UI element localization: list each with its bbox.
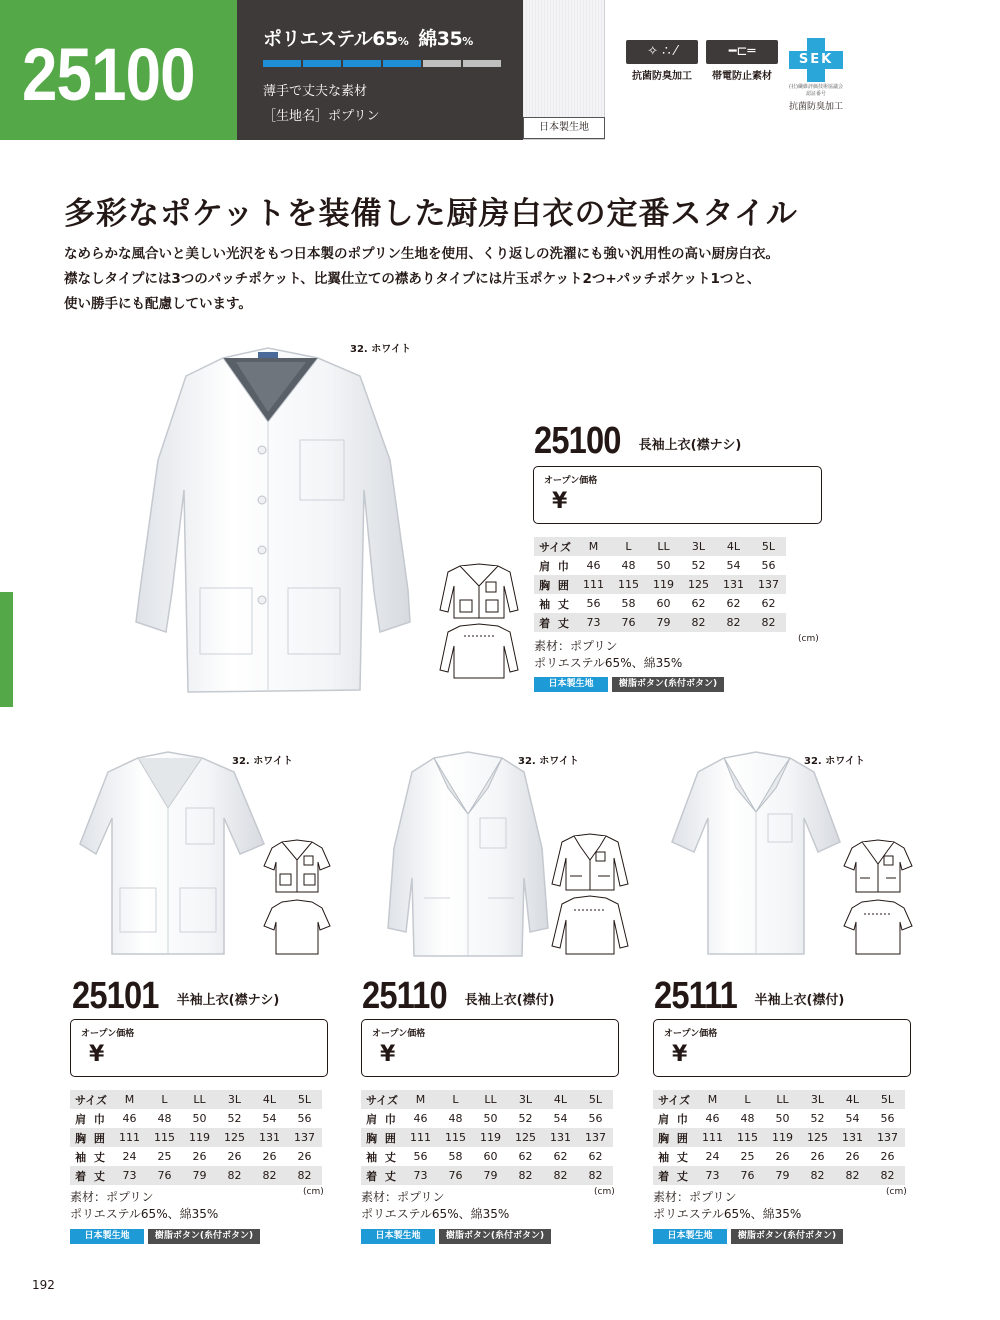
size-cell: 115 bbox=[611, 575, 646, 594]
size-row-label: 肩 巾 bbox=[539, 559, 571, 573]
feature-antistatic bbox=[702, 40, 782, 82]
technical-drawing-25100 bbox=[438, 562, 520, 682]
composition-bar-segment bbox=[383, 60, 421, 67]
size-cell: 76 bbox=[438, 1166, 473, 1185]
size-cell: 73 bbox=[695, 1166, 730, 1185]
product-title-25110 bbox=[362, 975, 554, 1018]
size-header-cell: L bbox=[438, 1090, 473, 1109]
size-cell: 52 bbox=[691, 559, 706, 572]
tag-resin-button: 樹脂ボタン(糸付ボタン) bbox=[148, 1229, 260, 1244]
description-line: なめらかな風合いと美しい光沢をもつ日本製のポプリン生地を使用、くり返しの洗濯にも強い汎用性の高い厨房白衣。 bbox=[64, 246, 779, 262]
header-fabric-panel bbox=[237, 0, 523, 140]
size-header-cell: M bbox=[403, 1090, 438, 1109]
product-number: 25100 bbox=[534, 420, 621, 462]
size-header-cell: 5L bbox=[578, 1090, 613, 1109]
size-row-label: 袖 丈 bbox=[658, 1150, 690, 1164]
size-row bbox=[361, 1147, 613, 1166]
description-line: 襟なしタイプには3つのパッチポケット、比翼仕立ての襟ありタイプには片玉ポケット2つ+パッチポケット1つと、 bbox=[64, 271, 761, 287]
size-cell: 82 bbox=[252, 1166, 287, 1185]
sek-cross-icon bbox=[789, 38, 843, 82]
size-row-label: 胸 囲 bbox=[361, 1128, 403, 1147]
size-cell: 58 bbox=[621, 597, 636, 610]
fabric-feature-line: 薄手で丈夫な素材 bbox=[263, 84, 368, 99]
size-cell: 111 bbox=[112, 1128, 147, 1147]
size-row-label: 着 丈 bbox=[653, 1166, 695, 1185]
size-cell: 56 bbox=[586, 597, 601, 610]
description-line: 使い勝手にも配慮しています。 bbox=[64, 296, 252, 312]
size-row bbox=[70, 1166, 322, 1185]
composition-bar-segment bbox=[263, 60, 301, 67]
size-row bbox=[653, 1128, 905, 1147]
size-cell: 119 bbox=[182, 1128, 217, 1147]
size-table bbox=[361, 1090, 613, 1185]
fabric-origin-label: 日本製生地 bbox=[523, 117, 605, 139]
size-cell: 82 bbox=[835, 1166, 870, 1185]
description bbox=[64, 242, 779, 317]
composition-sub: 綿35 bbox=[418, 28, 463, 50]
size-row-label: 肩 巾 bbox=[658, 1112, 690, 1126]
size-cell: 73 bbox=[403, 1166, 438, 1185]
size-cell: 54 bbox=[262, 1112, 277, 1125]
composition-bar-segment bbox=[303, 60, 341, 67]
feature-antibacterial bbox=[622, 40, 702, 82]
product-photo-25110 bbox=[384, 748, 552, 960]
size-header-cell: LL bbox=[182, 1090, 217, 1109]
size-header-cell: M bbox=[112, 1090, 147, 1109]
material-composition: ポリエステル65%、綿35% bbox=[361, 1207, 510, 1221]
size-row-label: 袖 丈 bbox=[539, 597, 571, 611]
unit-label: (cm) bbox=[798, 634, 819, 644]
size-cell: 82 bbox=[578, 1166, 613, 1185]
material-composition: ポリエステル65%、綿35% bbox=[534, 656, 683, 670]
composition-bar-segment bbox=[423, 60, 461, 67]
size-table bbox=[534, 537, 786, 632]
size-header-cell: 4L bbox=[716, 537, 751, 556]
size-cell: 26 bbox=[192, 1150, 207, 1163]
size-row bbox=[653, 1166, 905, 1185]
size-cell: 79 bbox=[473, 1166, 508, 1185]
size-header-row bbox=[70, 1090, 322, 1109]
size-cell: 131 bbox=[835, 1128, 870, 1147]
size-cell: 24 bbox=[122, 1150, 137, 1163]
composition-bar-segment bbox=[343, 60, 381, 67]
section-side-tab bbox=[0, 592, 13, 707]
size-row bbox=[361, 1109, 613, 1128]
size-cell: 82 bbox=[800, 1166, 835, 1185]
size-row bbox=[70, 1147, 322, 1166]
size-cell: 137 bbox=[870, 1128, 905, 1147]
tag-resin-button: 樹脂ボタン(糸付ボタン) bbox=[439, 1229, 551, 1244]
unit-label: (cm) bbox=[886, 1187, 907, 1197]
composition-main-unit: % bbox=[397, 35, 409, 48]
price-label: オープン価格 bbox=[544, 476, 598, 486]
size-cell: 26 bbox=[262, 1150, 277, 1163]
size-cell: 82 bbox=[870, 1166, 905, 1185]
size-cell: 50 bbox=[775, 1112, 790, 1125]
price-label: オープン価格 bbox=[664, 1029, 718, 1039]
size-row-label: 着 丈 bbox=[534, 613, 576, 632]
size-header-cell: 4L bbox=[252, 1090, 287, 1109]
material-label: 素材：ポプリン bbox=[653, 1190, 737, 1204]
size-cell: 131 bbox=[716, 575, 751, 594]
tag-resin-button: 樹脂ボタン(糸付ボタン) bbox=[612, 677, 724, 692]
size-header-row bbox=[653, 1090, 905, 1109]
fabric-composition bbox=[263, 24, 483, 51]
sek-label: 抗菌防臭加工 bbox=[788, 102, 843, 112]
size-cell: 111 bbox=[403, 1128, 438, 1147]
tag-japan-fabric: 日本製生地 bbox=[534, 677, 608, 692]
size-header-cell: 4L bbox=[543, 1090, 578, 1109]
size-row-label: 胸 囲 bbox=[534, 575, 576, 594]
size-cell: 137 bbox=[578, 1128, 613, 1147]
size-row-label: 袖 丈 bbox=[366, 1150, 398, 1164]
size-cell: 48 bbox=[740, 1112, 755, 1125]
size-cell: 25 bbox=[157, 1150, 172, 1163]
product-title-25101 bbox=[72, 975, 279, 1018]
size-header-row bbox=[534, 537, 786, 556]
size-row bbox=[361, 1128, 613, 1147]
product-number: 25111 bbox=[654, 975, 737, 1017]
size-cell: 48 bbox=[448, 1112, 463, 1125]
size-header-cell: 3L bbox=[508, 1090, 543, 1109]
size-header-label: サイズ bbox=[653, 1090, 695, 1109]
material-info bbox=[653, 1189, 801, 1223]
size-cell: 82 bbox=[217, 1166, 252, 1185]
composition-main: ポリエステル65 bbox=[263, 28, 398, 50]
unit-label: (cm) bbox=[594, 1187, 615, 1197]
sek-certification bbox=[786, 38, 846, 112]
size-header-cell: LL bbox=[473, 1090, 508, 1109]
size-header-cell: 3L bbox=[800, 1090, 835, 1109]
size-row-label: 肩 巾 bbox=[366, 1112, 398, 1126]
size-cell: 76 bbox=[730, 1166, 765, 1185]
size-cell: 111 bbox=[576, 575, 611, 594]
size-row-label: 袖 丈 bbox=[75, 1150, 107, 1164]
material-info bbox=[70, 1189, 218, 1223]
size-cell: 60 bbox=[483, 1150, 498, 1163]
product-name: 長袖上衣(襟ナシ) bbox=[638, 438, 742, 453]
size-cell: 79 bbox=[646, 613, 681, 632]
size-header-cell: 3L bbox=[681, 537, 716, 556]
material-label: 素材：ポプリン bbox=[70, 1190, 154, 1204]
size-header-cell: M bbox=[576, 537, 611, 556]
size-cell: 54 bbox=[726, 559, 741, 572]
size-cell: 125 bbox=[681, 575, 716, 594]
size-cell: 58 bbox=[448, 1150, 463, 1163]
product-title-25111 bbox=[654, 975, 844, 1018]
size-row-label: 肩 巾 bbox=[75, 1112, 107, 1126]
fabric-swatch bbox=[523, 0, 605, 140]
size-cell: 82 bbox=[716, 613, 751, 632]
size-cell: 79 bbox=[182, 1166, 217, 1185]
size-cell: 46 bbox=[122, 1112, 137, 1125]
price-box bbox=[361, 1019, 619, 1077]
size-row bbox=[534, 556, 786, 575]
size-cell: 76 bbox=[147, 1166, 182, 1185]
size-cell: 111 bbox=[695, 1128, 730, 1147]
size-cell: 50 bbox=[656, 559, 671, 572]
size-cell: 54 bbox=[553, 1112, 568, 1125]
price-box bbox=[653, 1019, 911, 1077]
size-cell: 56 bbox=[297, 1112, 312, 1125]
sek-small-text: (社)繊維評価技術協議会 認証番号 bbox=[789, 84, 843, 97]
size-cell: 137 bbox=[287, 1128, 322, 1147]
product-number: 25110 bbox=[362, 975, 447, 1017]
size-cell: 73 bbox=[576, 613, 611, 632]
size-cell: 26 bbox=[297, 1150, 312, 1163]
color-label: 32. ホワイト bbox=[804, 756, 865, 767]
price-value: ¥ bbox=[380, 1042, 396, 1067]
size-cell: 26 bbox=[810, 1150, 825, 1163]
feature-label: 帯電防止素材 bbox=[712, 71, 772, 82]
size-table bbox=[70, 1090, 322, 1185]
unit-label: (cm) bbox=[303, 1187, 324, 1197]
product-photo-25100 bbox=[128, 340, 418, 710]
price-box bbox=[533, 466, 822, 524]
size-header-cell: L bbox=[730, 1090, 765, 1109]
size-cell: 125 bbox=[800, 1128, 835, 1147]
size-cell: 56 bbox=[588, 1112, 603, 1125]
size-cell: 82 bbox=[543, 1166, 578, 1185]
size-cell: 62 bbox=[726, 597, 741, 610]
size-cell: 26 bbox=[880, 1150, 895, 1163]
material-label: 素材：ポプリン bbox=[361, 1190, 445, 1204]
composition-bar-segment bbox=[463, 60, 501, 67]
size-cell: 125 bbox=[508, 1128, 543, 1147]
size-cell: 76 bbox=[611, 613, 646, 632]
tag-japan-fabric: 日本製生地 bbox=[361, 1229, 435, 1244]
tag-japan-fabric: 日本製生地 bbox=[653, 1229, 727, 1244]
product-number: 25101 bbox=[72, 975, 159, 1017]
size-row-label: 胸 囲 bbox=[70, 1128, 112, 1147]
material-composition: ポリエステル65%、綿35% bbox=[653, 1207, 802, 1221]
product-photo-25101 bbox=[78, 748, 268, 958]
size-cell: 82 bbox=[751, 613, 786, 632]
material-info bbox=[534, 638, 682, 672]
feature-label: 抗菌防臭加工 bbox=[632, 71, 692, 82]
sek-mark: SEK bbox=[798, 52, 834, 67]
size-cell: 48 bbox=[157, 1112, 172, 1125]
composition-bar bbox=[263, 60, 501, 67]
color-label: 32. ホワイト bbox=[350, 344, 411, 355]
price-box bbox=[70, 1019, 328, 1077]
size-header-cell: L bbox=[611, 537, 646, 556]
price-value: ¥ bbox=[89, 1042, 105, 1067]
size-header-row bbox=[361, 1090, 613, 1109]
size-header-cell: 5L bbox=[870, 1090, 905, 1109]
size-row-label: 着 丈 bbox=[361, 1166, 403, 1185]
technical-drawing-25101 bbox=[262, 838, 332, 958]
product-name: 半袖上衣(襟ナシ) bbox=[176, 993, 280, 1008]
color-label: 32. ホワイト bbox=[232, 756, 293, 767]
size-header-cell: 3L bbox=[217, 1090, 252, 1109]
material-info bbox=[361, 1189, 509, 1223]
sparkle-antibacterial-icon: ✧ ∴ ⁄ bbox=[626, 40, 698, 64]
size-row bbox=[534, 575, 786, 594]
product-photo-25111 bbox=[668, 748, 846, 958]
material-composition: ポリエステル65%、綿35% bbox=[70, 1207, 219, 1221]
size-cell: 119 bbox=[765, 1128, 800, 1147]
size-cell: 26 bbox=[227, 1150, 242, 1163]
size-cell: 25 bbox=[740, 1150, 755, 1163]
tag-japan-fabric: 日本製生地 bbox=[70, 1229, 144, 1244]
size-header-label: サイズ bbox=[361, 1090, 403, 1109]
price-value: ¥ bbox=[552, 489, 568, 514]
product-title-25100 bbox=[534, 420, 741, 463]
size-header-cell: 4L bbox=[835, 1090, 870, 1109]
size-row-label: 着 丈 bbox=[70, 1166, 112, 1185]
size-cell: 26 bbox=[775, 1150, 790, 1163]
size-row bbox=[361, 1166, 613, 1185]
size-table bbox=[653, 1090, 905, 1185]
size-cell: 62 bbox=[553, 1150, 568, 1163]
size-cell: 62 bbox=[761, 597, 776, 610]
size-cell: 115 bbox=[730, 1128, 765, 1147]
technical-drawing-25111 bbox=[842, 838, 914, 958]
size-header-cell: LL bbox=[765, 1090, 800, 1109]
size-cell: 82 bbox=[681, 613, 716, 632]
size-cell: 119 bbox=[473, 1128, 508, 1147]
size-row bbox=[70, 1109, 322, 1128]
size-cell: 50 bbox=[483, 1112, 498, 1125]
size-header-label: サイズ bbox=[534, 537, 576, 556]
size-cell: 52 bbox=[810, 1112, 825, 1125]
size-cell: 73 bbox=[112, 1166, 147, 1185]
size-cell: 56 bbox=[880, 1112, 895, 1125]
tag-resin-button: 樹脂ボタン(糸付ボタン) bbox=[731, 1229, 843, 1244]
size-cell: 79 bbox=[765, 1166, 800, 1185]
size-header-cell: L bbox=[147, 1090, 182, 1109]
size-cell: 52 bbox=[227, 1112, 242, 1125]
size-row bbox=[70, 1128, 322, 1147]
size-cell: 125 bbox=[217, 1128, 252, 1147]
size-row-label: 胸 囲 bbox=[653, 1128, 695, 1147]
size-cell: 56 bbox=[413, 1150, 428, 1163]
composition-sub-unit: % bbox=[462, 35, 473, 48]
size-row bbox=[534, 594, 786, 613]
size-header-cell: M bbox=[695, 1090, 730, 1109]
header-product-number: 25100 bbox=[22, 33, 195, 116]
size-cell: 60 bbox=[656, 597, 671, 610]
size-cell: 56 bbox=[761, 559, 776, 572]
product-name: 長袖上衣(襟付) bbox=[464, 993, 555, 1008]
price-label: オープン価格 bbox=[81, 1029, 135, 1039]
plug-antistatic-icon: ━⊏═ bbox=[706, 40, 778, 64]
size-cell: 137 bbox=[751, 575, 786, 594]
size-cell: 26 bbox=[845, 1150, 860, 1163]
size-cell: 46 bbox=[413, 1112, 428, 1125]
product-name: 半袖上衣(襟付) bbox=[754, 993, 845, 1008]
size-cell: 82 bbox=[508, 1166, 543, 1185]
fabric-name: ［生地名］ポプリン bbox=[263, 109, 380, 124]
header-product-number-panel bbox=[0, 0, 237, 140]
color-label: 32. ホワイト bbox=[518, 756, 579, 767]
size-header-cell: 5L bbox=[751, 537, 786, 556]
size-cell: 62 bbox=[518, 1150, 533, 1163]
size-cell: 50 bbox=[192, 1112, 207, 1125]
size-cell: 131 bbox=[543, 1128, 578, 1147]
size-row bbox=[653, 1147, 905, 1166]
material-label: 素材：ポプリン bbox=[534, 639, 618, 653]
size-cell: 48 bbox=[621, 559, 636, 572]
size-cell: 119 bbox=[646, 575, 681, 594]
technical-drawing-25110 bbox=[550, 832, 630, 958]
size-cell: 131 bbox=[252, 1128, 287, 1147]
page-number: 192 bbox=[32, 1278, 55, 1292]
size-cell: 62 bbox=[588, 1150, 603, 1163]
size-cell: 52 bbox=[518, 1112, 533, 1125]
size-row bbox=[534, 613, 786, 632]
headline: 多彩なポケットを装備した厨房白衣の定番スタイル bbox=[64, 196, 798, 232]
size-cell: 82 bbox=[287, 1166, 322, 1185]
size-cell: 62 bbox=[691, 597, 706, 610]
price-label: オープン価格 bbox=[372, 1029, 426, 1039]
size-cell: 115 bbox=[147, 1128, 182, 1147]
size-cell: 115 bbox=[438, 1128, 473, 1147]
size-header-label: サイズ bbox=[70, 1090, 112, 1109]
size-row bbox=[653, 1109, 905, 1128]
size-cell: 54 bbox=[845, 1112, 860, 1125]
price-value: ¥ bbox=[672, 1042, 688, 1067]
size-header-cell: LL bbox=[646, 537, 681, 556]
size-header-cell: 5L bbox=[287, 1090, 322, 1109]
size-cell: 46 bbox=[586, 559, 601, 572]
size-cell: 24 bbox=[705, 1150, 720, 1163]
size-cell: 46 bbox=[705, 1112, 720, 1125]
